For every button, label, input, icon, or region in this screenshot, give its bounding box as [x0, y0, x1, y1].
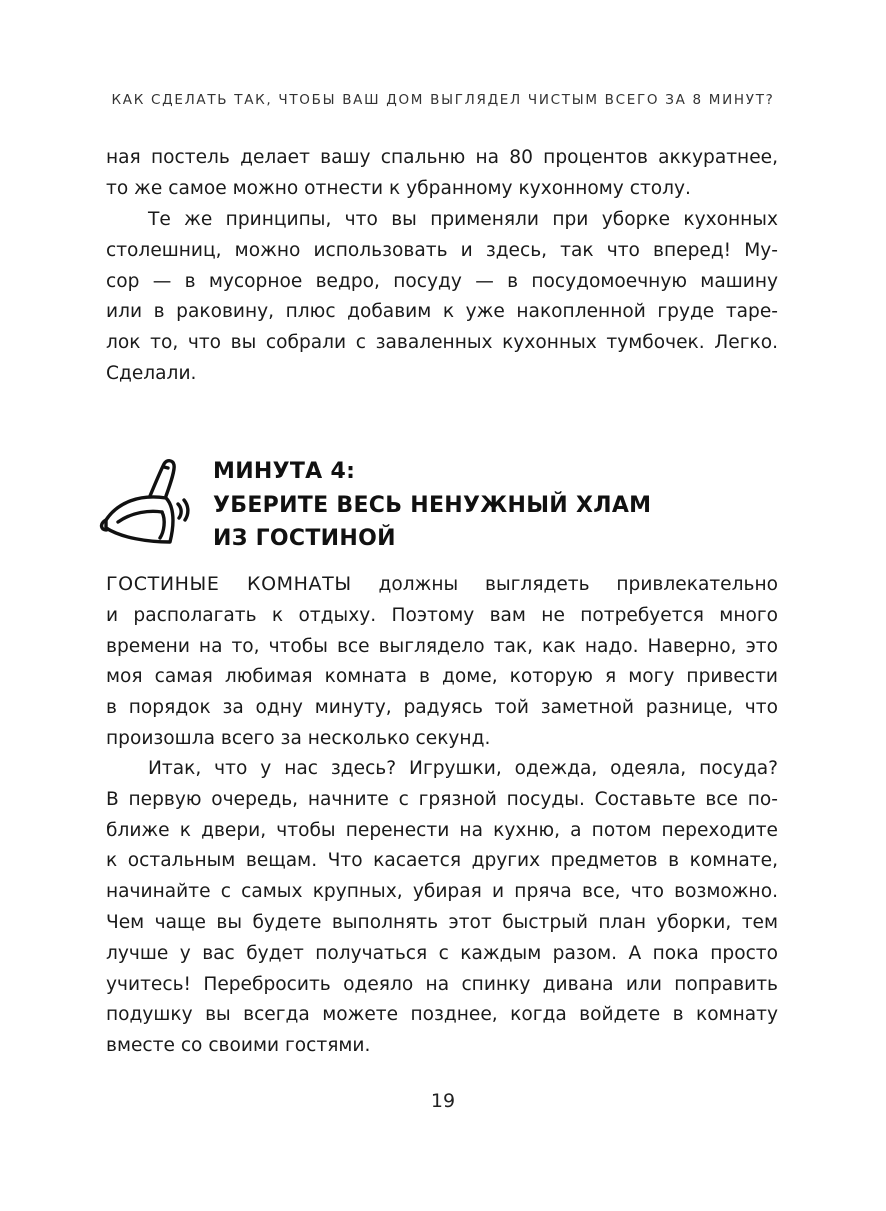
text-line: лок то, что вы собрали с заваленных кухонных тумбочек. Легко. — [106, 332, 778, 354]
text-line: Те же принципы, что вы применяли при уборке кухонных — [148, 209, 778, 230]
text-line: В первую очередь, начните с грязной посуды. Составьте все по- — [106, 788, 778, 810]
text-line: то же самое можно отнести к убранному кухонному столу. — [106, 177, 691, 199]
text-line: ближе к двери, чтобы перенести на кухню, а потом переходите — [106, 819, 778, 841]
text-line: и располагать к отдыху. Поэтому вам не потребуется много — [106, 604, 778, 626]
text-line: начинайте с самых крупных, убирая и пряча все, что возможно. — [106, 881, 778, 903]
text-line: к остальным вещам. Что касается других предметов в комнате, — [106, 850, 778, 872]
text-line: вместе со своими гостями. — [106, 1035, 371, 1057]
heading-line: МИНУТА 4: — [213, 459, 356, 484]
lead-rest: должны выглядеть привлекательно — [351, 574, 778, 595]
heading-line: ИЗ ГОСТИНОЙ — [213, 526, 396, 551]
heading-line: УБЕРИТЕ ВЕСЬ НЕНУЖНЫЙ ХЛАМ — [213, 492, 652, 518]
lead-caps: ГОСТИНЫЕ КОМНАТЫ — [106, 573, 352, 595]
text-line: в порядок за одну минуту, радуясь той заметной разнице, что — [106, 697, 778, 719]
paragraph-4 — [106, 754, 778, 1062]
paragraph-1 — [106, 143, 778, 205]
text-line: Сделали. — [106, 362, 197, 384]
text-line: Чем чаще вы будете выполнять этот быстрый план уборки, тем — [106, 911, 778, 933]
paragraph-2 — [106, 205, 778, 390]
text-line: произошла всего за несколько секунд. — [106, 727, 491, 749]
text-line: ная постель делает вашу спальню на 80 процентов аккуратнее, — [106, 147, 778, 168]
text-line: лучше у вас будет получаться с каждым разом. А пока просто — [106, 942, 778, 964]
text-line: учитесь! Перебросить одеяло на спинку дивана или поправить — [106, 973, 778, 995]
dustpan-icon — [92, 456, 192, 552]
section-heading — [213, 455, 651, 556]
text-line: или в раковину, плюс добавим к уже накопленной груде таре- — [106, 301, 778, 323]
text-line: Итак, что у нас здесь? Игрушки, одежда, одеяла, посуда? — [148, 758, 778, 779]
text-line: моя самая любимая комната в доме, которую я могу привести — [106, 666, 778, 688]
text-line: столешниц, можно использовать и здесь, так что вперед! Му- — [106, 239, 778, 261]
paragraph-3 — [106, 569, 778, 755]
text-line: сор — в мусорное ведро, посуду — в посудомоечную машину — [106, 270, 778, 292]
page-number: 19 — [430, 1090, 456, 1112]
text-line: времени на то, чтобы все выглядело так, как надо. Наверно, это — [106, 635, 778, 657]
running-head: КАК СДЕЛАТЬ ТАК, ЧТОБЫ ВАШ ДОМ ВЫГЛЯДЕЛ ЧИСТЫМ ВСЕГО ЗА 8 МИНУТ? — [111, 92, 775, 108]
text-line: подушку вы всегда можете позднее, когда войдете в комнату — [106, 1004, 778, 1026]
text-line — [106, 569, 778, 601]
